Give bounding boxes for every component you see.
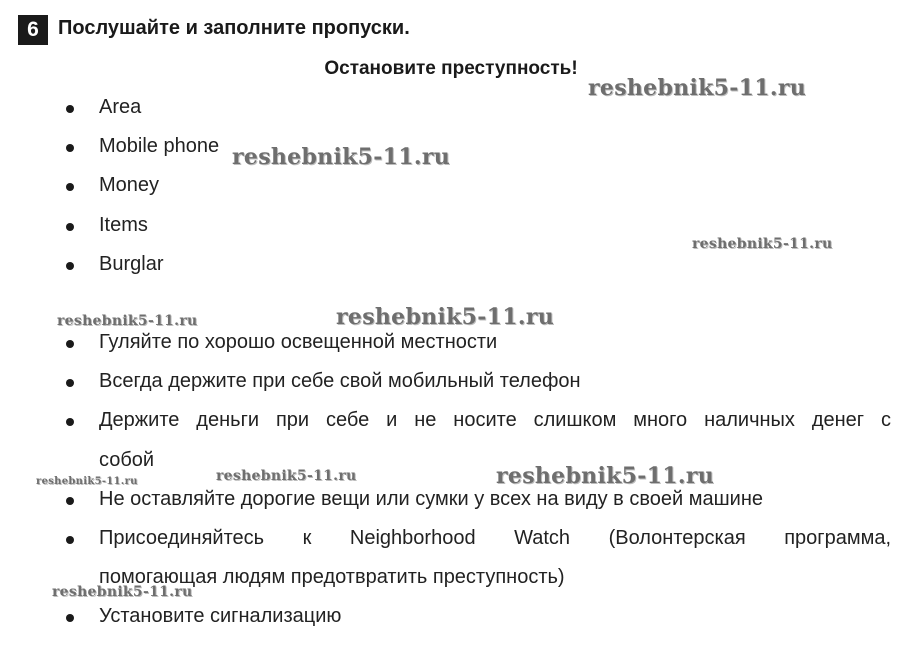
bullet-icon [66, 497, 74, 505]
bullet-icon [66, 262, 74, 270]
list-item-text: Гуляйте по хорошо освещенной местности [99, 331, 498, 353]
list-item-text: Money [99, 174, 160, 196]
bullet-icon [66, 340, 74, 348]
task-instruction: Послушайте и заполните пропуски. [58, 17, 410, 39]
watermark-text: reshebnik5-11.ru [57, 313, 198, 329]
watermark-text: reshebnik5-11.ru [588, 75, 807, 101]
bullet-icon [66, 105, 74, 113]
watermark-text: reshebnik5-11.ru [336, 304, 555, 330]
list-item-text: Присоединяйтесь к Neighborhood Watch (Волонтерская программа, [99, 527, 891, 549]
watermark-text: reshebnik5-11.ru [692, 236, 833, 252]
bullet-icon [66, 183, 74, 191]
task-number-badge: 6 [18, 15, 48, 45]
list-item-text: помогающая людям предотвратить преступность) [99, 566, 565, 588]
bullet-icon [66, 379, 74, 387]
watermark-text: reshebnik5-11.ru [36, 476, 138, 487]
list-item-text: собой [99, 449, 155, 471]
list-item-text: Area [99, 96, 142, 118]
bullet-icon [66, 614, 74, 622]
watermark-text: reshebnik5-11.ru [232, 144, 451, 170]
bullet-icon [66, 418, 74, 426]
list-item-text: Items [99, 214, 148, 236]
watermark-text: reshebnik5-11.ru [52, 584, 193, 600]
watermark-text: reshebnik5-11.ru [496, 463, 715, 489]
list-item-text: Burglar [99, 253, 164, 275]
list-item-text: Установите сигнализацию [99, 605, 342, 627]
text-subtitle: Остановите преступность! [324, 58, 578, 79]
list-item-text: Mobile phone [99, 135, 220, 157]
watermark-text: reshebnik5-11.ru [216, 468, 357, 484]
bullet-icon [66, 223, 74, 231]
bullet-icon [66, 536, 74, 544]
list-item-text: Всегда держите при себе свой мобильный телефон [99, 370, 581, 392]
bullet-icon [66, 144, 74, 152]
list-item-text: Не оставляйте дорогие вещи или сумки у всех на виду в своей машине [99, 488, 763, 510]
list-item-text: Держите деньги при себе и не носите слишком много наличных денег с [99, 409, 891, 431]
